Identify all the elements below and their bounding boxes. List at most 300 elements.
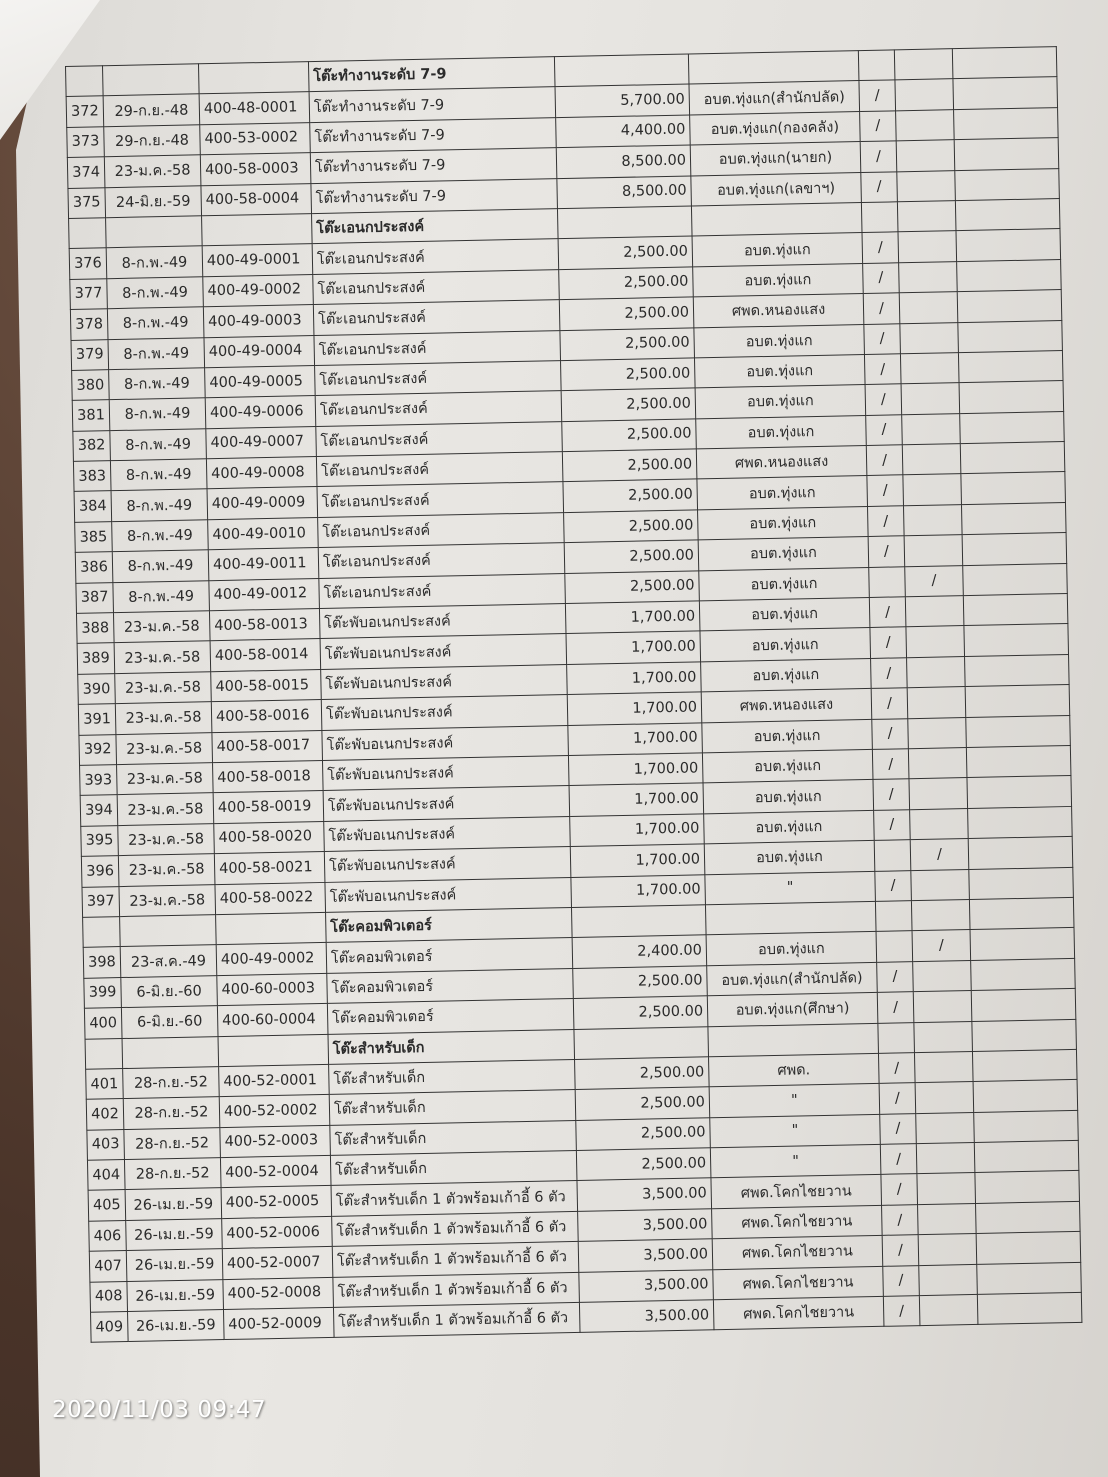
check-mark-good: /	[872, 749, 909, 780]
item-location: อบต.ทุ่งแก	[703, 780, 874, 814]
acquired-date: 29-ก.ย.-48	[104, 125, 201, 157]
item-location: อบต.ทุ่งแก(กองคลัง)	[690, 111, 861, 145]
acquired-date: 26-เม.ย.-59	[126, 1218, 223, 1250]
item-name: โต๊ะพับอเนกประสงค์	[319, 604, 566, 639]
check-mark-damaged	[914, 1021, 973, 1053]
item-name: โต๊ะสำหรับเด็ก 1 ตัวพร้อมเก้าอี้ 6 ตัว	[333, 1302, 580, 1337]
check-mark-other	[953, 77, 1058, 109]
item-number	[66, 66, 104, 97]
item-location: ศพด.หนองแสง	[701, 689, 872, 723]
check-mark-good: /	[879, 1083, 916, 1114]
item-price: 3,500.00	[578, 1239, 713, 1272]
asset-code: 400-58-0018	[213, 760, 324, 793]
asset-code: 400-58-0019	[213, 791, 324, 824]
check-mark-other	[965, 654, 1070, 686]
item-location: ศพด.โคกไชยวาน	[713, 1266, 884, 1300]
item-price: 3,500.00	[577, 1178, 712, 1211]
item-name: โต๊ะสำหรับเด็ก	[329, 1090, 576, 1125]
item-number	[69, 218, 107, 249]
item-price: 4,400.00	[556, 115, 691, 148]
item-number: 404	[87, 1160, 125, 1191]
acquired-date: 23-ม.ค.-58	[118, 854, 215, 886]
group-title: โต๊ะเอนกประสงค์	[312, 209, 559, 244]
check-mark-good	[874, 840, 911, 871]
item-number: 374	[67, 157, 105, 188]
item-name: โต๊ะเอนกประสงค์	[315, 391, 562, 426]
item-price: 1,700.00	[570, 814, 705, 847]
check-mark-good: /	[881, 1174, 918, 1205]
asset-code: 400-49-0005	[205, 365, 316, 398]
group-title: โต๊ะคอมพิวเตอร์	[326, 907, 573, 942]
item-name: โต๊ะคอมพิวเตอร์	[326, 938, 573, 973]
check-mark-other	[960, 442, 1065, 474]
asset-code: 400-49-0003	[203, 305, 314, 338]
asset-code: 400-49-0001	[202, 244, 313, 277]
check-mark-other	[955, 168, 1060, 200]
acquired-date: 23-ม.ค.-58	[119, 884, 216, 916]
acquired-date: 29-ก.ย.-48	[103, 94, 200, 126]
asset-code: 400-49-0002	[203, 274, 314, 307]
item-price: 1,700.00	[567, 692, 702, 725]
item-price: 2,500.00	[559, 297, 694, 330]
check-mark-damaged	[917, 1173, 976, 1205]
item-location: อบต.ทุ่งแก	[699, 597, 870, 631]
item-number: 397	[82, 886, 120, 917]
check-mark-good: /	[869, 597, 906, 628]
check-mark-damaged	[900, 353, 959, 385]
check-mark-other	[958, 320, 1063, 352]
acquired-date: 28-ก.ย.-52	[124, 1127, 221, 1159]
check-mark-damaged: /	[910, 839, 969, 871]
item-location: อบต.ทุ่งแก	[698, 506, 869, 540]
item-number: 381	[72, 400, 110, 431]
check-mark-good: /	[859, 80, 896, 111]
check-mark-good: /	[877, 961, 914, 992]
acquired-date	[120, 915, 217, 947]
item-price: 2,500.00	[561, 388, 696, 421]
check-mark-damaged	[904, 535, 963, 567]
check-mark-good: /	[880, 1113, 917, 1144]
acquired-date: 8-ก.พ.-49	[112, 520, 209, 552]
asset-code: 400-49-0008	[206, 457, 317, 490]
check-mark-good: /	[873, 779, 910, 810]
item-number: 391	[78, 704, 116, 735]
check-mark-damaged	[905, 596, 964, 628]
item-location: อบต.ทุ่งแก(นายก)	[690, 142, 861, 176]
check-mark-damaged: /	[912, 930, 971, 962]
check-mark-good: /	[867, 506, 904, 537]
item-price: 2,500.00	[562, 449, 697, 482]
group-title: โต๊ะสำหรับเด็ก	[328, 1029, 575, 1064]
check-mark-other	[960, 411, 1065, 443]
item-name: โต๊ะพับอเนกประสงค์	[321, 695, 568, 730]
check-mark-damaged	[902, 413, 961, 445]
check-mark-good: /	[867, 475, 904, 506]
item-name: โต๊ะเอนกประสงค์	[315, 361, 562, 396]
item-name: โต๊ะพับอเนกประสงค์	[324, 816, 571, 851]
asset-code: 400-49-0004	[204, 335, 315, 368]
check-mark-damaged	[898, 231, 957, 263]
item-number: 373	[67, 127, 105, 158]
item-location: อบต.ทุ่งแก	[700, 628, 871, 662]
check-mark-other	[955, 199, 1060, 231]
asset-code	[198, 62, 309, 95]
check-mark-other	[972, 1049, 1077, 1081]
check-mark-good: /	[863, 293, 900, 324]
asset-code: 400-49-0011	[208, 548, 319, 581]
acquired-date: 28-ก.ย.-52	[123, 1067, 220, 1099]
check-mark-damaged	[896, 140, 955, 172]
item-number: 395	[81, 825, 119, 856]
check-mark-damaged	[913, 991, 972, 1023]
check-mark-good: /	[866, 445, 903, 476]
check-mark-other	[957, 290, 1062, 322]
check-mark-good: /	[860, 141, 897, 172]
check-mark-good	[878, 1022, 915, 1053]
asset-code: 400-49-0012	[209, 578, 320, 611]
item-name: โต๊ะเอนกประสงค์	[319, 573, 566, 608]
asset-code: 400-52-0002	[219, 1095, 330, 1128]
check-mark-damaged	[901, 383, 960, 415]
item-location: "	[709, 1084, 880, 1118]
item-name: โต๊ะพับอเนกประสงค์	[322, 756, 569, 791]
asset-code: 400-49-0010	[208, 517, 319, 550]
photo-timestamp: 2020/11/03 09:47	[52, 1397, 267, 1423]
acquired-date: 8-ก.พ.-49	[107, 307, 204, 339]
asset-code: 400-58-0013	[209, 609, 320, 642]
item-price: 2,500.00	[560, 327, 695, 360]
item-name: โต๊ะสำหรับเด็ก	[330, 1151, 577, 1186]
check-mark-other	[974, 1110, 1079, 1142]
asset-code: 400-49-0002	[216, 943, 327, 976]
item-number: 392	[79, 734, 117, 765]
asset-code: 400-53-0002	[200, 122, 311, 155]
item-name: โต๊ะเอนกประสงค์	[314, 330, 561, 365]
item-number: 406	[89, 1220, 127, 1251]
check-mark-damaged	[896, 109, 955, 141]
acquired-date: 8-ก.พ.-49	[108, 337, 205, 369]
item-location	[705, 901, 876, 935]
item-price: 2,500.00	[559, 267, 694, 300]
item-location	[691, 202, 862, 236]
acquired-date: 23-ม.ค.-58	[104, 155, 201, 187]
check-mark-damaged	[902, 444, 961, 476]
acquired-date: 23-ม.ค.-58	[113, 611, 210, 643]
check-mark-good: /	[868, 536, 905, 567]
check-mark-good: /	[866, 414, 903, 445]
check-mark-other	[965, 685, 1070, 717]
item-name: โต๊ะเอนกประสงค์	[313, 300, 560, 335]
check-mark-good	[875, 901, 912, 932]
item-price: 1,700.00	[570, 844, 705, 877]
check-mark-damaged	[897, 170, 956, 202]
item-name: โต๊ะเอนกประสงค์	[316, 452, 563, 487]
item-price	[571, 905, 706, 938]
check-mark-damaged	[919, 1294, 978, 1326]
check-mark-good: /	[883, 1265, 920, 1296]
item-price: 1,700.00	[565, 601, 700, 634]
acquired-date: 28-ก.ย.-52	[124, 1158, 221, 1190]
item-number: 398	[83, 947, 121, 978]
item-price: 2,500.00	[561, 358, 696, 391]
item-name: โต๊ะพับอเนกประสงค์	[320, 634, 567, 669]
acquired-date: 6-มิ.ย.-60	[121, 975, 218, 1007]
check-mark-damaged	[914, 1051, 973, 1083]
check-mark-good: /	[860, 111, 897, 142]
item-location: "	[710, 1144, 881, 1178]
item-name: โต๊ะคอมพิวเตอร์	[327, 999, 574, 1034]
item-location: อบต.ทุ่งแก	[704, 841, 875, 875]
item-price: 1,700.00	[568, 753, 703, 786]
item-price: 2,500.00	[565, 571, 700, 604]
acquired-date: 26-เม.ย.-59	[126, 1249, 223, 1281]
check-mark-good: /	[862, 232, 899, 263]
check-mark-other	[952, 47, 1057, 79]
check-mark-good: /	[861, 171, 898, 202]
check-mark-damaged	[910, 808, 969, 840]
check-mark-other	[970, 928, 1075, 960]
check-mark-damaged	[908, 748, 967, 780]
item-number: 378	[70, 309, 108, 340]
check-mark-other	[963, 594, 1068, 626]
item-location: ศพด.โคกไชยวาน	[711, 1175, 882, 1209]
item-location: ศพด.โคกไชยวาน	[712, 1236, 883, 1270]
check-mark-damaged	[911, 869, 970, 901]
check-mark-good: /	[872, 718, 909, 749]
check-mark-good: /	[877, 992, 914, 1023]
check-mark-other	[961, 472, 1066, 504]
check-mark-other	[969, 867, 1074, 899]
check-mark-other	[971, 989, 1076, 1021]
check-mark-good: /	[871, 688, 908, 719]
check-mark-good: /	[871, 658, 908, 689]
check-mark-other	[972, 1019, 1077, 1051]
asset-code: 400-58-0015	[211, 669, 322, 702]
item-name: โต๊ะพับอเนกประสงค์	[323, 786, 570, 821]
acquired-date: 23-ม.ค.-58	[117, 793, 214, 825]
item-location	[708, 1023, 879, 1057]
item-name: โต๊ะทำงานระดับ 7-9	[311, 178, 558, 213]
asset-code: 400-52-0007	[222, 1247, 333, 1280]
asset-code: 400-49-0006	[205, 396, 316, 429]
item-location: อบต.ทุ่งแก	[692, 233, 863, 267]
item-price: 3,500.00	[578, 1209, 713, 1242]
check-mark-good	[861, 202, 898, 233]
check-mark-other	[962, 533, 1067, 565]
check-mark-damaged	[918, 1203, 977, 1235]
asset-code: 400-60-0003	[217, 973, 328, 1006]
check-mark-other	[956, 229, 1061, 261]
check-mark-other	[977, 1262, 1082, 1294]
check-mark-damaged	[897, 201, 956, 233]
item-location: อบต.ทุ่งแก(ศึกษา)	[707, 992, 878, 1026]
acquired-date: 8-ก.พ.-49	[112, 550, 209, 582]
item-location: "	[710, 1114, 881, 1148]
item-name: โต๊ะสำหรับเด็ก 1 ตัวพร้อมเก้าอี้ 6 ตัว	[333, 1272, 580, 1307]
item-price: 1,700.00	[571, 874, 706, 907]
item-name: โต๊ะพับอเนกประสงค์	[325, 877, 572, 912]
item-number: 387	[76, 582, 114, 613]
item-name: โต๊ะทำงานระดับ 7-9	[310, 117, 557, 152]
item-price	[554, 54, 689, 87]
item-name: โต๊ะสำหรับเด็ก	[329, 1059, 576, 1094]
acquired-date: 8-ก.พ.-49	[110, 428, 207, 460]
item-price: 2,500.00	[564, 510, 699, 543]
check-mark-damaged	[894, 49, 953, 81]
item-number: 385	[75, 522, 113, 553]
acquired-date: 8-ก.พ.-49	[110, 459, 207, 491]
item-number: 375	[68, 187, 106, 218]
item-price: 2,500.00	[573, 996, 708, 1029]
item-number: 388	[76, 613, 114, 644]
item-price: 2,500.00	[575, 1087, 710, 1120]
check-mark-damaged	[907, 687, 966, 719]
asset-code: 400-52-0005	[221, 1186, 332, 1219]
acquired-date: 23-ม.ค.-58	[118, 823, 215, 855]
check-mark-other	[968, 837, 1073, 869]
item-location: อบต.ทุ่งแก	[706, 932, 877, 966]
item-price: 2,500.00	[558, 236, 693, 269]
check-mark-good: /	[870, 627, 907, 658]
item-number: 396	[81, 856, 119, 887]
check-mark-good: /	[874, 809, 911, 840]
acquired-date: 23-ม.ค.-58	[115, 672, 212, 704]
item-location: ศพด.	[709, 1053, 880, 1087]
acquired-date: 8-ก.พ.-49	[106, 246, 203, 278]
asset-code: 400-58-0003	[200, 153, 311, 186]
item-price: 2,500.00	[562, 419, 697, 452]
check-mark-damaged	[911, 899, 970, 931]
item-name: โต๊ะทำงานระดับ 7-9	[310, 148, 557, 183]
check-mark-other	[973, 1080, 1078, 1112]
acquired-date: 24-มิ.ย.-59	[105, 185, 202, 217]
asset-code: 400-52-0006	[222, 1216, 333, 1249]
item-name: โต๊ะเอนกประสงค์	[318, 543, 565, 578]
acquired-date: 26-เม.ย.-59	[128, 1310, 225, 1342]
item-number: 390	[78, 673, 116, 704]
check-mark-other	[977, 1292, 1082, 1324]
asset-code: 400-58-0017	[212, 730, 323, 763]
item-name: โต๊ะสำหรับเด็ก 1 ตัวพร้อมเก้าอี้ 6 ตัว	[332, 1242, 579, 1277]
asset-code	[202, 214, 313, 247]
item-number: 407	[89, 1251, 127, 1282]
check-mark-good: /	[865, 384, 902, 415]
check-mark-damaged	[916, 1112, 975, 1144]
item-number: 383	[73, 461, 111, 492]
item-price: 1,700.00	[569, 783, 704, 816]
asset-code: 400-58-0014	[210, 639, 321, 672]
item-location: อบต.ทุ่งแก	[699, 567, 870, 601]
item-location: อบต.ทุ่งแก(สำนักปลัด)	[689, 81, 860, 115]
acquired-date: 26-เม.ย.-59	[125, 1188, 222, 1220]
acquired-date: 8-ก.พ.-49	[107, 277, 204, 309]
item-location: อบต.ทุ่งแก	[702, 749, 873, 783]
item-location: อบต.ทุ่งแก	[702, 719, 873, 753]
check-mark-damaged	[900, 322, 959, 354]
asset-code: 400-52-0003	[220, 1125, 331, 1158]
acquired-date: 23-ม.ค.-58	[116, 732, 213, 764]
item-number: 400	[84, 1008, 122, 1039]
item-price	[574, 1026, 709, 1059]
check-mark-other	[966, 715, 1071, 747]
check-mark-other	[963, 563, 1068, 595]
acquired-date: 8-ก.พ.-49	[109, 368, 206, 400]
check-mark-other	[974, 1140, 1079, 1172]
check-mark-good: /	[875, 870, 912, 901]
asset-code: 400-58-0021	[214, 852, 325, 885]
item-number	[83, 917, 121, 948]
check-mark-damaged	[903, 474, 962, 506]
check-mark-good	[869, 566, 906, 597]
check-mark-damaged	[899, 292, 958, 324]
check-mark-damaged	[903, 504, 962, 536]
item-name: โต๊ะเอนกประสงค์	[312, 239, 559, 274]
item-price: 8,500.00	[556, 145, 691, 178]
item-location: ศพด.หนองแสง	[693, 294, 864, 328]
check-mark-other	[954, 107, 1059, 139]
check-mark-damaged	[908, 717, 967, 749]
item-price: 2,500.00	[573, 966, 708, 999]
item-number: 405	[88, 1190, 126, 1221]
item-price: 5,700.00	[555, 84, 690, 117]
check-mark-good	[876, 931, 913, 962]
check-mark-damaged	[906, 626, 965, 658]
check-mark-other	[957, 259, 1062, 291]
check-mark-damaged	[915, 1082, 974, 1114]
check-mark-good: /	[883, 1296, 920, 1327]
asset-code: 400-49-0007	[206, 426, 317, 459]
check-mark-damaged	[899, 261, 958, 293]
item-name: โต๊ะทำงานระดับ 7-9	[309, 87, 556, 122]
item-location: ศพด.โคกไชยวาน	[713, 1296, 884, 1330]
item-number: 402	[86, 1099, 124, 1130]
item-number: 389	[77, 643, 115, 674]
item-location: "	[705, 871, 876, 905]
item-number: 384	[74, 491, 112, 522]
item-name: โต๊ะเอนกประสงค์	[318, 512, 565, 547]
item-number: 376	[69, 248, 107, 279]
item-price: 3,500.00	[579, 1300, 714, 1333]
table-body	[66, 47, 1082, 1343]
acquired-date	[122, 1036, 219, 1068]
item-number: 393	[80, 765, 118, 796]
item-price: 2,500.00	[576, 1117, 711, 1150]
item-number: 401	[86, 1068, 124, 1099]
asset-code: 400-58-0022	[215, 882, 326, 915]
item-price: 3,500.00	[579, 1269, 714, 1302]
asset-code: 400-52-0004	[220, 1155, 331, 1188]
item-location: อบต.ทุ่งแก	[693, 263, 864, 297]
item-number	[85, 1038, 123, 1069]
asset-code	[218, 1034, 329, 1067]
acquired-date: 23-ม.ค.-58	[117, 763, 214, 795]
item-name: โต๊ะพับอเนกประสงค์	[322, 725, 569, 760]
acquired-date: 8-ก.พ.-49	[109, 398, 206, 430]
item-price: 2,400.00	[572, 935, 707, 968]
item-number: 409	[91, 1312, 129, 1343]
acquired-date	[106, 216, 203, 248]
item-name: โต๊ะสำหรับเด็ก 1 ตัวพร้อมเก้าอี้ 6 ตัว	[332, 1211, 579, 1246]
asset-code: 400-52-0008	[223, 1277, 334, 1310]
asset-code: 400-58-0016	[211, 700, 322, 733]
asset-code: 400-48-0001	[199, 92, 310, 125]
item-name: โต๊ะเอนกประสงค์	[316, 421, 563, 456]
item-location: ศพด.หนองแสง	[696, 446, 867, 480]
asset-code: 400-58-0004	[201, 183, 312, 216]
check-mark-other	[966, 745, 1071, 777]
asset-register-table	[65, 46, 1082, 1343]
item-location: อบต.ทุ่งแก	[694, 324, 865, 358]
